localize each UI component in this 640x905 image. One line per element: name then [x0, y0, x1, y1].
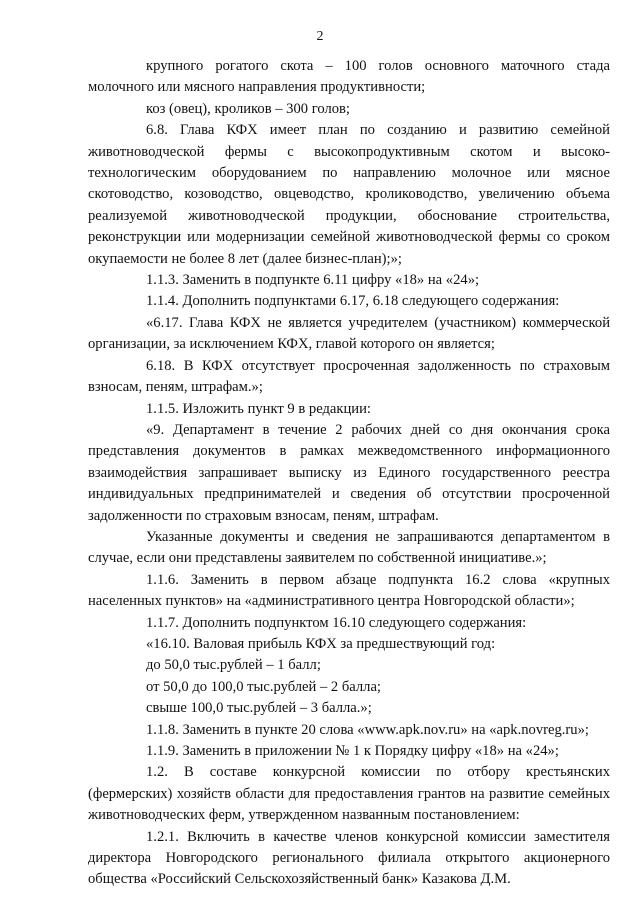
paragraph: «16.10. Валовая прибыль КФХ за предшествующий год:: [146, 635, 496, 652]
paragraph: 6.8. Глава КФХ имеет план по созданию и развитию семейной животноводческой фермы с высокопродуктивным скотом и высоко-технологическим оборудованием по направлению молочное или мясное скотоводство, козоводство, овцеводство, кролиководство, увеличению объема реализуемой животноводческой продукции, обоснование строительства, реконструкции или модернизации семейной животноводческой фермы со сроком окупаемости не более 8 лет (далее бизнес-план);»;: [88, 122, 610, 267]
paragraph: 1.1.3. Заменить в подпункте 6.11 цифру «18» на «24»;: [146, 272, 480, 289]
paragraph: 1.1.5. Изложить пункт 9 в редакции:: [146, 400, 371, 417]
paragraph: до 50,0 тыс.рублей – 1 балл;: [146, 657, 321, 674]
paragraph: от 50,0 до 100,0 тыс.рублей – 2 балла;: [146, 678, 381, 695]
document-body: [88, 56, 610, 891]
paragraph: 1.1.7. Дополнить подпунктом 16.10 следующего содержания:: [146, 614, 527, 631]
paragraph: 1.1.6. Заменить в первом абзаце подпункта 16.2 слова «крупных населенных пунктов» на «административного центра Новгородской области»;: [88, 571, 610, 610]
paragraph: крупного рогатого скота – 100 голов основного маточного стада молочного или мясного направления продуктивности;: [88, 58, 610, 96]
paragraph: 1.1.9. Заменить в приложении № 1 к Порядку цифру «18» на «24»;: [146, 743, 559, 759]
paragraph: 1.2. В составе конкурсной комиссии по отбору крестьянских (фермерских) хозяйств области для предоставления грантов на развитие семейных животноводческих ферм, утвержденном названным постановлением:: [88, 764, 610, 824]
paragraph: «9. Департамент в течение 2 рабочих дней со дня окончания срока представления документов в рамках межведомственного информационного взаимодействия запрашивает выписку из Единого государственного реестра индивидуальных предпринимателей и сведения об отсутствии просроченной задолженности по страховым взносам, пеням, штрафам.: [88, 421, 610, 524]
paragraph: 6.18. В КФХ отсутствует просроченная задолженность по страховым взносам, пеням, штрафам.»;: [88, 357, 610, 396]
paragraph: 1.1.4. Дополнить подпунктами 6.17, 6.18 следующего содержания:: [146, 293, 560, 310]
paragraph: 1.1.8. Заменить в пункте 20 слова «www.apk.nov.ru» на «apk.novreg.ru»;: [146, 721, 589, 738]
paragraph: свыше 100,0 тыс.рублей – 3 балла.»;: [146, 700, 372, 717]
paragraph: 1.2.1. Включить в качестве членов конкурсной комиссии заместителя директора Новгородского регионального филиала открытого акционерного общества «Российский Сельскохозяйственный банк» Казакова Д.М.: [88, 828, 610, 888]
paragraph: коз (овец), кроликов – 300 голов;: [146, 100, 350, 117]
page-number: 2: [316, 29, 324, 44]
paragraph: Указанные документы и сведения не запрашиваются департаментом в случае, если они представлены заявителем по собственной инициативе.»;: [88, 528, 610, 567]
paragraph: «6.17. Глава КФХ не является учредителем (участником) коммерческой организации, за исключением КФХ, главой которого он является;: [88, 314, 610, 353]
